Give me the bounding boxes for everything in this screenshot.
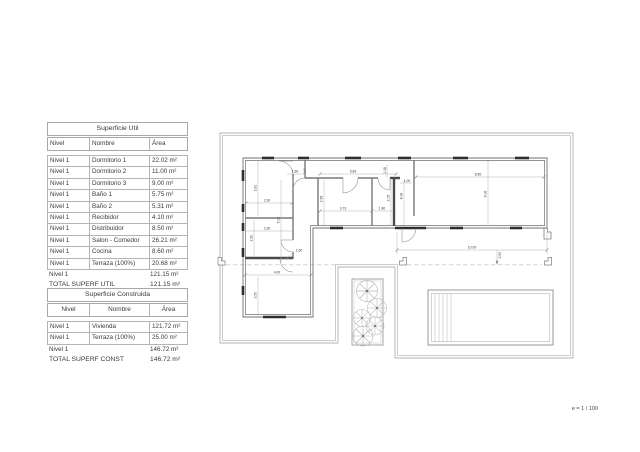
table-row: Nivel 1 Baño 2 5.31 m² — [47, 201, 188, 213]
dim-label: 3.73 — [339, 206, 347, 211]
table-row: Nivel 1 Cocina 8.60 m² — [47, 246, 188, 258]
dim-label: 2.50 — [498, 251, 502, 259]
dim-arrow — [496, 261, 499, 265]
table-row: Nivel 1 Dormitorio 1 22.02 m² — [47, 155, 188, 167]
dim-label: 1.02 — [302, 168, 307, 174]
table-row: Nivel 1 Salon - Comedor 26.21 m² — [47, 235, 188, 247]
dim-label: 2.90 — [249, 234, 254, 242]
superficie-util-table — [47, 122, 188, 291]
tree-icon — [366, 317, 384, 335]
dim-label: 2.30 — [263, 226, 271, 231]
floor-plan — [210, 128, 630, 360]
col-header-area: Área — [149, 138, 187, 150]
scale-note: e = 1 / 100 — [571, 406, 598, 412]
table-row: Nivel 1 Terraza (100%) 20.68 m² — [47, 258, 188, 270]
dim-label: 5.83 — [349, 169, 357, 174]
tree-icon — [368, 299, 387, 318]
table-body — [47, 321, 188, 366]
table-title: Superficie Util — [47, 122, 188, 136]
dim-label: 2.30 — [263, 198, 271, 203]
dim-label: 8.50 — [474, 172, 482, 177]
dim-label: 4.06 — [399, 192, 404, 200]
table-title: Superficie Construida — [47, 288, 188, 302]
dim-label: 2.05 — [386, 194, 391, 202]
dim-label: 10.00 — [467, 245, 477, 250]
dim-label: 3.91 — [253, 184, 258, 192]
dim-label: 1.08 — [383, 167, 387, 174]
total-row: TOTAL SUPERF CONST 146.72 m² — [49, 356, 181, 364]
pool — [428, 290, 553, 345]
col-header-nivel: Nivel — [61, 306, 76, 313]
table-row: Nivel 1 Distribuidor 8.50 m² — [47, 223, 188, 235]
dim-label: 3.50 — [253, 291, 258, 299]
tree-icon — [353, 326, 373, 346]
total-row: TOTAL SUPERF UTIL 121.15 m² — [49, 281, 181, 289]
col-header-area: Área — [149, 304, 187, 316]
superficie-construida-table — [47, 288, 188, 366]
garden-bed — [352, 279, 387, 346]
dim-label: 1.00 — [403, 178, 411, 183]
tree-icon — [354, 310, 371, 327]
dim-label: 4.00 — [273, 270, 281, 275]
pool-steps — [435, 294, 451, 342]
tree-icon — [357, 281, 378, 302]
subtotal-row: Nivel 1 146.72 m² — [49, 345, 179, 353]
table-header-row — [47, 303, 188, 317]
table-row: Nivel 1 Dormitorio 2 11.00 m² — [47, 166, 188, 178]
table-row: Nivel 1 Vivienda 121.72 m² — [47, 321, 188, 333]
wall-stub — [544, 228, 551, 239]
dim-label: 4.06 — [483, 190, 488, 198]
dim-label: 2.95 — [319, 195, 324, 203]
dim-label: 1.80 — [378, 206, 386, 211]
dim-label: 1.60 — [291, 169, 299, 174]
table-row: Nivel 1 Baño 1 5.75 m² — [47, 189, 188, 201]
col-header-nombre: Nombre — [89, 304, 149, 316]
dimension-ticks — [244, 173, 549, 277]
table-row: Nivel 1 Terraza (100%) 25.00 m² — [47, 332, 188, 344]
col-header-nivel: Nivel — [50, 140, 65, 147]
site-boundary — [220, 133, 573, 358]
subtotal-row: Nivel 1 121.15 m² — [49, 270, 179, 278]
dim-label: 5.01 — [276, 216, 281, 224]
dimension-lines — [245, 161, 547, 315]
table-body — [47, 155, 188, 291]
table-row: Nivel 1 Dormitorio 3 9.00 m² — [47, 178, 188, 190]
interior-walls — [245, 160, 414, 259]
window-marks — [243, 158, 529, 317]
table-header-row — [47, 137, 188, 151]
dim-label: 1.60 — [295, 248, 303, 253]
col-header-nombre: Nombre — [89, 138, 149, 150]
table-row: Nivel 1 Recibidor 4.10 m² — [47, 212, 188, 224]
